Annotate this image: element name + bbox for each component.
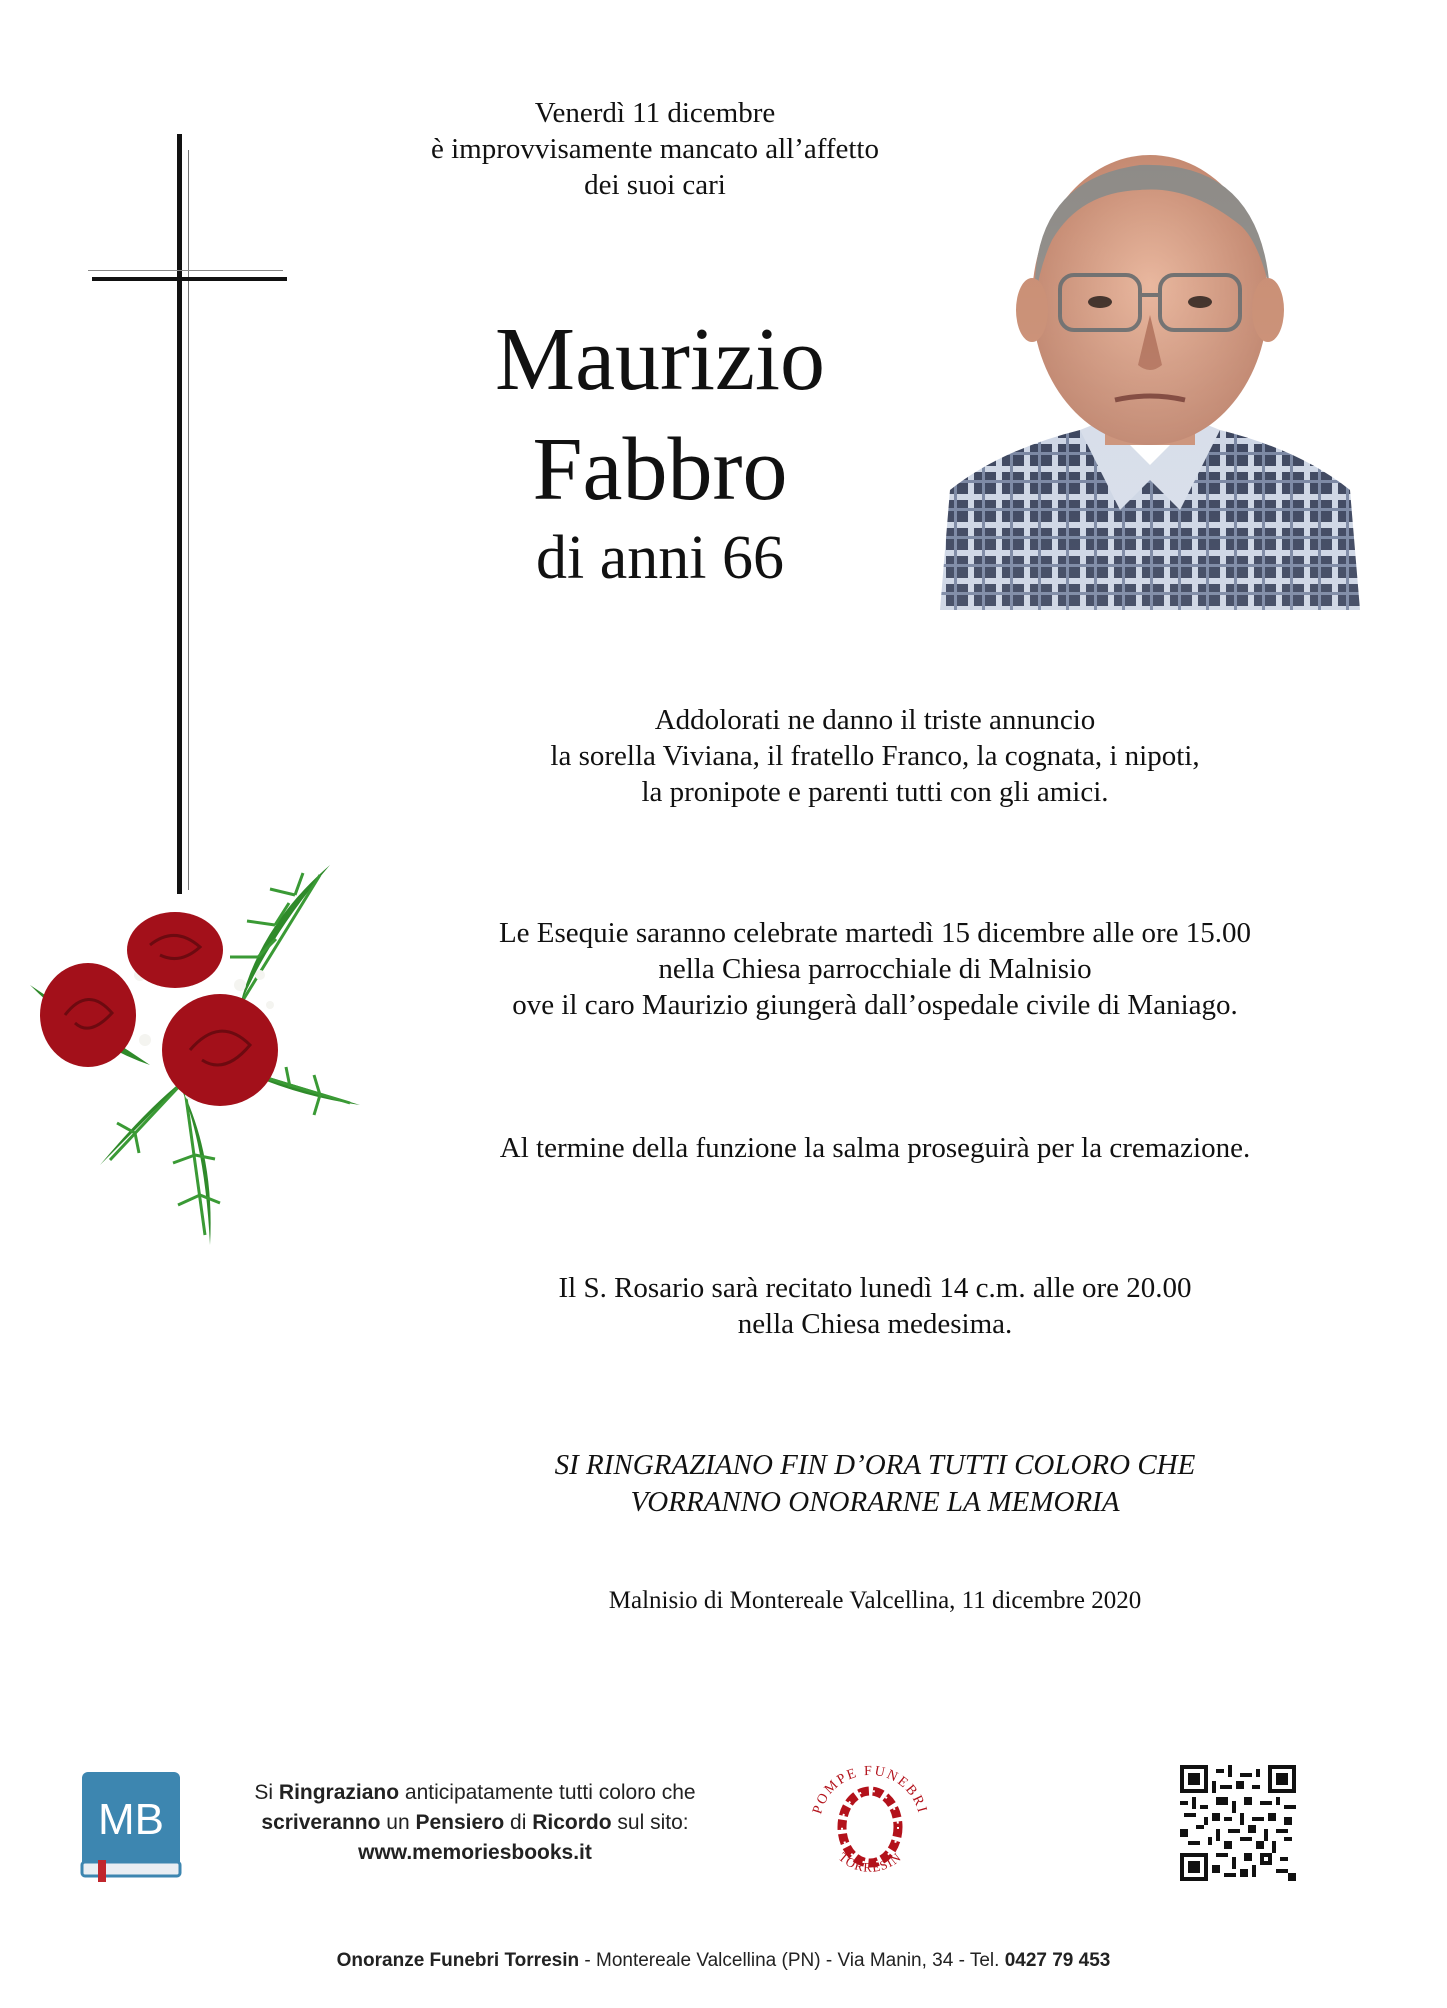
memories-line-1: Si Ringraziano anticipatamente tutti coloro che — [254, 1781, 696, 1804]
funeral-line: ove il caro Maurizio giungerà dall’ospedale civile di Maniago. — [512, 989, 1238, 1021]
intro-line: dei suoi cari — [584, 169, 726, 201]
memories-text — [215, 1778, 735, 1868]
thanks-line: SI RINGRAZIANO FIN D’ORA TUTTI COLORO CHE — [554, 1449, 1196, 1481]
intro-line: Venerdì 11 dicembre — [534, 97, 776, 129]
rosary-text — [400, 1270, 1350, 1342]
first-name: Maurizio — [495, 310, 825, 409]
memoriesbooks-logo[interactable] — [80, 1770, 182, 1882]
place-date: Malnisio di Montereale Valcellina, 11 dicembre 2020 — [608, 1587, 1142, 1614]
memories-url-link[interactable]: www.memoriesbooks.it — [358, 1841, 592, 1864]
footer-address: - Montereale Valcellina (PN) - Via Manin, 34 - Tel. — [579, 1950, 1005, 1971]
memories-line-2: scriveranno un Pensiero di Ricordo sul sito: — [261, 1811, 689, 1834]
svg-text:TORRESIN — [836, 1849, 904, 1875]
announcement-line: Addolorati ne danno il triste annuncio — [654, 704, 1096, 736]
intro-text — [330, 95, 980, 203]
announcement-text — [400, 702, 1350, 810]
cross-shadow-horizontal — [88, 270, 283, 271]
announcement-line: la pronipote e parenti tutti con gli amici. — [641, 776, 1109, 808]
footer-agency-name: Onoranze Funebri Torresin — [336, 1950, 580, 1971]
cross-shadow-vertical — [188, 150, 189, 890]
rosary-line: nella Chiesa medesima. — [737, 1308, 1013, 1340]
cremation-text: Al termine della funzione la salma proseguirà per la cremazione. — [499, 1132, 1251, 1164]
rosary-line: Il S. Rosario sarà recitato lunedì 14 c.m. alle ore 20.00 — [558, 1272, 1192, 1304]
footer — [0, 1950, 1447, 1972]
pompe-funebri-logo — [805, 1745, 935, 1895]
funeral-text — [400, 915, 1350, 1023]
funeral-line: Le Esequie saranno celebrate martedì 15 dicembre alle ore 15.00 — [498, 917, 1252, 949]
deceased-name — [380, 305, 940, 525]
thanks-line: VORRANNO ONORARNE LA MEMORIA — [630, 1486, 1120, 1518]
cross-arm — [92, 277, 287, 281]
cross-icon — [177, 134, 182, 894]
svg-text:POMPE FUNEBRI — [810, 1764, 929, 1816]
pf-top-text: POMPE FUNEBRI — [810, 1763, 930, 1816]
funeral-line: nella Chiesa parrocchiale di Malnisio — [658, 953, 1092, 985]
last-name: Fabbro — [532, 420, 788, 519]
rose-bouquet-icon — [30, 865, 380, 1245]
qr-code[interactable] — [1180, 1765, 1296, 1881]
thanks-text — [400, 1447, 1350, 1521]
intro-line: è improvvisamente mancato all’affetto — [431, 133, 879, 165]
deceased-age: di anni 66 — [536, 524, 784, 592]
announcement-line: la sorella Viviana, il fratello Franco, la cognata, i nipoti, — [550, 740, 1200, 772]
portrait-photo — [940, 130, 1360, 610]
footer-phone[interactable]: 0427 79 453 — [1004, 1950, 1111, 1971]
mb-logo-text: MB — [98, 1795, 164, 1844]
pf-bottom-text: TORRESIN — [835, 1849, 905, 1875]
